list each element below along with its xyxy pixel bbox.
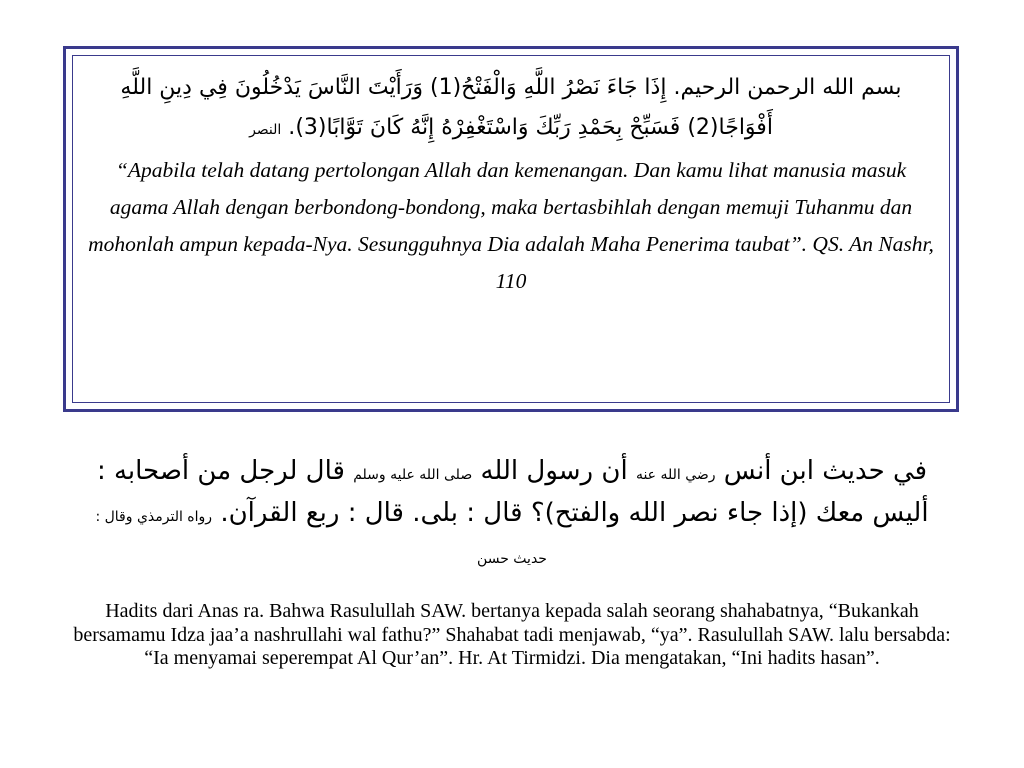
verse-box bbox=[63, 46, 959, 412]
ayah-2: وَرَأَيْتَ النَّاسَ يَدْخُلُونَ فِي دِينِ اللَّهِ أَفْوَاجًا bbox=[120, 75, 773, 140]
ayah-1-number: (1) bbox=[429, 75, 462, 100]
ayah-2-number: (2) bbox=[687, 115, 719, 140]
surah-name: النصر bbox=[249, 122, 282, 138]
hadith-translation: Hadits dari Anas ra. Bahwa Rasulullah SAW. bertanya kepada salah seorang shahabatnya, “Bukankah bersamamu Idza jaa’a nashrullahi wal fathu?” Shahabat tadi menjawab, “ya”. Rasulullah SAW. lalu bersabda: “Ia menyamai seperempat Al Qur’an”. Hr. At Tirmidzi. Dia mengatakan, “Ini hadits hasan”. bbox=[73, 600, 951, 669]
basmala: بسم الله الرحمن الرحيم. bbox=[666, 75, 902, 100]
ayah-end-mark: . bbox=[281, 115, 296, 140]
verse-box-inner bbox=[72, 55, 950, 403]
hadith-middle: أن رسول الله bbox=[472, 456, 636, 486]
radhiyallah-anhu: رضي الله عنه bbox=[635, 467, 716, 483]
hadith-source: رواه الترمذي وقال : حديث حسن bbox=[95, 509, 547, 567]
surah-translation: “Apabila telah datang pertolongan Allah dan kemenangan. Dan kamu lihat manusia masuk agama Allah dengan berbondong-bondong, maka bertasbihlah dengan memuji Tuhanmu dan mohonlah ampun kepada-Nya. Sesungguhnya Dia adalah Maha Penerima taubat”. QS. An Nashr, 110 bbox=[88, 158, 934, 293]
hadith-opening: في حديث ابن أنس bbox=[715, 456, 928, 486]
ayah-3: فَسَبِّحْ بِحَمْدِ رَبِّكَ وَاسْتَغْفِرْهُ إِنَّهُ كَانَ تَوَّابًا bbox=[326, 115, 688, 140]
hadith-body: قال لرجل من أصحابه : أليس معك (إذا جاء نصر الله والفتح)؟ قال : بلى. قال : ربع القرآن. bbox=[96, 456, 929, 528]
surah-arabic-text bbox=[87, 68, 935, 150]
hadith-arabic-text bbox=[78, 452, 946, 578]
ayah-1: إِذَا جَاءَ نَصْرُ اللَّهِ وَالْفَتْحُ bbox=[461, 75, 667, 100]
ayah-3-number: (3) bbox=[295, 115, 327, 140]
salawat: صلى الله عليه وسلم bbox=[353, 467, 473, 483]
